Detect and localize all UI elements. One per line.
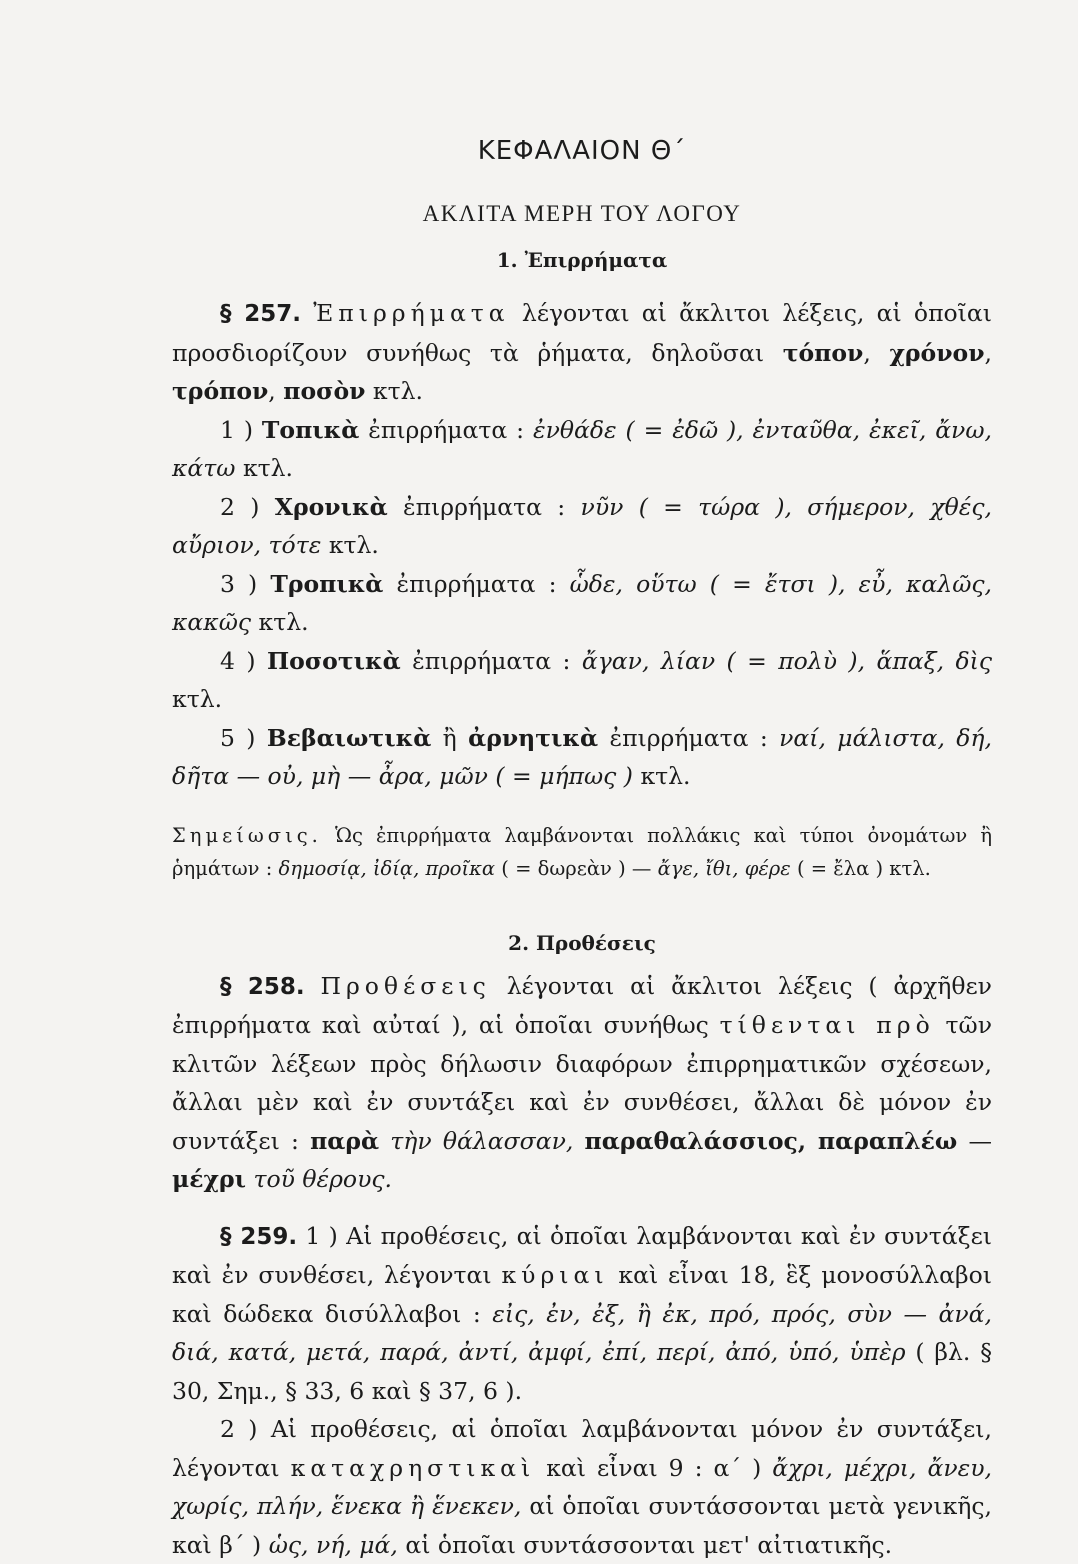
term-kyriai: κύριαι bbox=[501, 1261, 609, 1289]
item-4-text: ἐπιρρήματα : bbox=[412, 646, 571, 675]
text-257-a: λέγονται αἱ ἄκλιτοι λέξεις, αἱ ὁποῖαι προσδιορίζουν συνήθως τὰ ῥήματα, δηλοῦσαι bbox=[172, 299, 992, 367]
list-item-5 bbox=[172, 719, 992, 796]
paragraph-258 bbox=[172, 967, 992, 1199]
example-thalassan: τὴν θάλασσαν, bbox=[390, 1126, 574, 1155]
note-examples-b: ἄγε, ἴθι, φέρε bbox=[657, 857, 791, 880]
item-1-text: ἐπιρρήματα : bbox=[368, 415, 525, 444]
paragraph-259-1 bbox=[172, 1217, 992, 1411]
list-item-3 bbox=[172, 565, 992, 642]
bold-para: παρὰ bbox=[310, 1126, 380, 1155]
section-number-257: § 257. bbox=[220, 301, 302, 327]
item-2-term: Χρονικὰ bbox=[274, 492, 388, 521]
bold-topon: τόπον bbox=[782, 338, 864, 367]
text-259-d: καὶ εἶναι 9 : α΄ ) bbox=[546, 1453, 762, 1482]
section-number-259: § 259. bbox=[220, 1223, 298, 1250]
example-therous: τοῦ θέρους. bbox=[253, 1165, 392, 1193]
text-257-b: κτλ. bbox=[372, 377, 423, 405]
paragraph-257: § 257. Ἐπιρρήματα λέγονται αἱ ἄκλιτοι λέξεις, αἱ ὁποῖαι προσδιορίζουν συνήθως τὰ ῥήματα, δηλοῦσαι τόπον, χρόνον, τρόπον, ποσὸν κτλ. bbox=[172, 299, 992, 405]
text-259-b: καὶ εἶναι 18, ἓξ μονοσύλλαβοι καὶ δώδεκα δισύλλαβοι : bbox=[172, 1261, 992, 1328]
item-5-term-2: ἀρνητικὰ bbox=[468, 723, 599, 752]
list-item-4 bbox=[172, 642, 992, 719]
item-259-1-number: 1 ) bbox=[305, 1221, 338, 1250]
note-text-c: ( = ἔλα ) κτλ. bbox=[796, 857, 931, 880]
note-text-b: ( = δωρεὰν ) — bbox=[501, 857, 652, 880]
item-4-end: κτλ. bbox=[172, 685, 223, 713]
item-1-number: 1 ) bbox=[220, 415, 254, 444]
item-2-examples: νῦν ( = τώρα ), σήμερον, χθές, αὔριον, τότε bbox=[172, 492, 992, 559]
section-number-258: § 258. bbox=[220, 973, 305, 1000]
bold-mechri: μέχρι bbox=[172, 1165, 246, 1193]
item-1-term: Τοπικὰ bbox=[261, 415, 360, 444]
note-paragraph bbox=[172, 819, 992, 885]
item-2-number: 2 ) bbox=[220, 492, 260, 521]
section-heading-adverbs: 1. Ἐπιρρήματα bbox=[496, 248, 668, 272]
item-3-number: 3 ) bbox=[220, 569, 258, 598]
chapter-subtitle: ΑΚΛΙΤΑ ΜΕΡΗ ΤΟΥ ΛΟΓΟΥ bbox=[422, 201, 742, 226]
chapter-title: ΚΕΦΑΛΑΙΟΝ Θ΄ bbox=[477, 136, 687, 166]
section-heading-prepositions: 2. Προθέσεις bbox=[508, 930, 656, 955]
note-examples-a: δημοσίᾳ, ἰδίᾳ, προῖκα bbox=[278, 857, 496, 880]
reference-259: ( βλ. § 30, Σημ., § 33, 6 καὶ § 37, 6 ). bbox=[172, 1338, 992, 1405]
item-3-text: ἐπιρρήματα : bbox=[396, 569, 557, 598]
item-4-number: 4 ) bbox=[220, 646, 256, 675]
bold-tropon: τρόπον bbox=[172, 377, 269, 405]
list-item-2 bbox=[172, 488, 992, 565]
term-epirrimata: Ἐπιρρήματα bbox=[313, 299, 510, 327]
item-2-text: ἐπιρρήματα : bbox=[402, 492, 566, 521]
note-label: Σημείωσις. bbox=[172, 824, 322, 847]
item-5-examples: ναί, μάλιστα, δή, δῆτα — οὐ, μὴ — ἆρα, μῶν ( = μήπως ) bbox=[172, 723, 992, 790]
term-protheseis: Προθέσεις bbox=[320, 971, 491, 1000]
text-258-b: τῶν κλιτῶν λέξεων πρὸς δήλωσιν διαφόρων ἐπιρρηματικῶν σχέσεων, ἄλλαι μὲν καὶ ἐν συντάξει καὶ ἐν συνθέσει, ἄλλαι δὲ μόνον ἐν συντάξει : bbox=[172, 1011, 992, 1155]
note-text-a: Ὡς ἐπιρρήματα λαμβάνονται πολλάκις καὶ τύποι ὀνομάτων ἢ ῥημάτων : bbox=[172, 824, 993, 880]
item-5-text: ἐπιρρήματα : bbox=[609, 723, 768, 752]
item-4-term: Ποσοτικὰ bbox=[266, 646, 401, 675]
item-5-number: 5 ) bbox=[220, 723, 256, 752]
item-4-examples: ἄγαν, λίαν ( = πολὺ ), ἅπαξ, δὶς bbox=[581, 646, 992, 675]
bold-chronon: χρόνον bbox=[889, 338, 985, 367]
paragraph-259-2 bbox=[172, 1410, 992, 1564]
text-259-f: αἱ ὁποῖαι συντάσσονται μετ' αἰτιατικῆς. bbox=[405, 1530, 893, 1559]
item-3-term: Τροπικὰ bbox=[270, 569, 384, 598]
examples-259-1: εἰς, ἐν, ἐξ, ἢ ἐκ, πρό, πρός, σὺν — ἀνά, διά, κατά, μετά, παρά, ἀντί, ἀμφί, ἐπί, περί, ἀπό, ὑπό, ὑπὲρ bbox=[172, 1299, 992, 1366]
text-259-e: αἱ ὁποῖαι συντάσσονται μετὰ γενικῆς, καὶ β΄ ) bbox=[172, 1492, 992, 1559]
item-2-end: κτλ. bbox=[328, 531, 379, 559]
item-259-2-number: 2 ) bbox=[220, 1415, 258, 1443]
text-259-c: Αἱ προθέσεις, αἱ ὁποῖαι λαμβάνονται μόνον ἐν συντάξει, λέγονται bbox=[172, 1415, 992, 1482]
item-5-or: ἢ bbox=[442, 723, 457, 752]
text-258-a: λέγονται αἱ ἄκλιτοι λέξεις ( ἀρχῆθεν ἐπιρρήματα καὶ αὐταί ), αἱ ὁποῖαι συνήθως bbox=[172, 971, 992, 1039]
document-page bbox=[172, 128, 992, 1564]
item-3-end: κτλ. bbox=[258, 608, 309, 636]
text-259-a: Αἱ προθέσεις, αἱ ὁποῖαι λαμβάνονται καὶ ἐν συντάξει καὶ ἐν συνθέσει, λέγονται bbox=[172, 1221, 992, 1289]
item-1-end: κτλ. bbox=[242, 454, 293, 482]
item-1-examples: ἐνθάδε ( = ἐδῶ ), ἐνταῦθα, ἐκεῖ, ἄνω, κάτω bbox=[172, 415, 992, 482]
dash-258: — bbox=[968, 1126, 992, 1155]
list-item-1 bbox=[172, 411, 992, 488]
term-katachristikai: καταχρηστικαὶ bbox=[290, 1453, 536, 1482]
bold-parathalassios: παραθαλάσσιος, παραπλέω bbox=[584, 1126, 958, 1155]
item-5-end: κτλ. bbox=[640, 762, 691, 790]
item-3-examples: ὧδε, οὕτω ( = ἔτσι ), εὖ, καλῶς, κακῶς bbox=[172, 569, 992, 636]
bold-poson: ποσὸν bbox=[283, 377, 366, 405]
item-5-term-1: Βεβαιωτικὰ bbox=[266, 723, 432, 752]
examples-259-2: ἄχρι, μέχρι, ἄνευ, χωρίς, πλήν, ἕνεκα ἢ ἕνεκεν, bbox=[172, 1453, 992, 1520]
term-tithentai: τίθενται πρὸ bbox=[719, 1011, 935, 1039]
examples-259-3: ὡς, νή, μά, bbox=[268, 1530, 398, 1559]
